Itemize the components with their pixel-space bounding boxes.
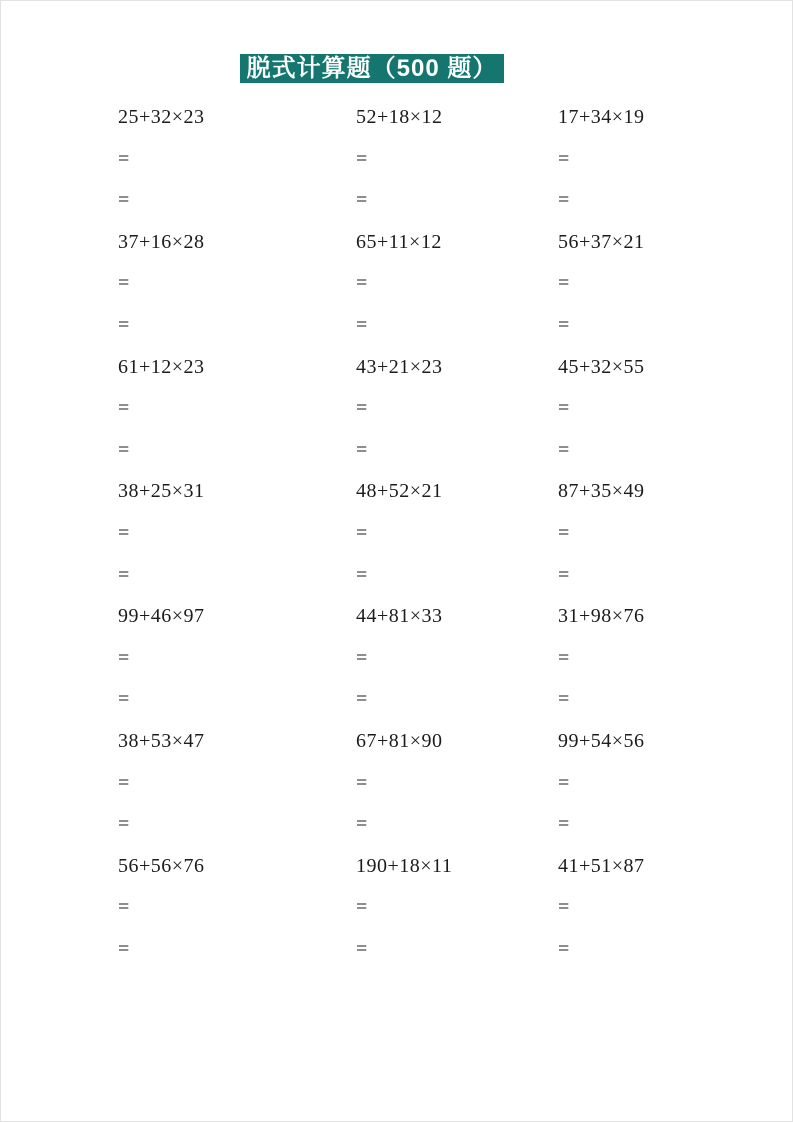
expression-text: 99+54×56 (558, 729, 645, 752)
problem-cell (356, 721, 558, 846)
problem-cell (118, 721, 356, 846)
expression-text: 67+81×90 (356, 729, 443, 752)
equals-line: = (118, 771, 130, 794)
equals-line: = (118, 813, 130, 836)
problem-cell (356, 596, 558, 721)
problems-grid (118, 97, 792, 970)
problem-cell (356, 846, 558, 971)
equals-line: = (558, 646, 570, 669)
problem-cell (356, 97, 558, 222)
problem-cell (558, 846, 792, 971)
title-bar (1, 1, 792, 83)
equals-line: = (558, 896, 570, 919)
equals-line: = (356, 937, 368, 960)
equals-line: = (558, 272, 570, 295)
problem-cell (118, 596, 356, 721)
expression-text: 45+32×55 (558, 355, 645, 378)
problem-row (118, 347, 792, 472)
problem-row (118, 596, 792, 721)
equals-line: = (356, 771, 368, 794)
problem-row (118, 846, 792, 971)
equals-line: = (558, 189, 570, 212)
page-title: 脱式计算题（500 题） (240, 54, 505, 83)
equals-line: = (558, 813, 570, 836)
equals-line: = (356, 272, 368, 295)
problem-cell (356, 471, 558, 596)
expression-text: 31+98×76 (558, 605, 645, 628)
equals-line: = (118, 521, 130, 544)
equals-line: = (118, 563, 130, 586)
expression-text: 25+32×23 (118, 106, 205, 128)
equals-line: = (558, 521, 570, 544)
equals-line: = (356, 896, 368, 919)
problem-row (118, 471, 792, 596)
problem-cell (356, 347, 558, 472)
equals-line: = (558, 397, 570, 420)
equals-line: = (356, 397, 368, 420)
problem-cell (558, 596, 792, 721)
equals-line: = (118, 646, 130, 669)
equals-line: = (356, 189, 368, 212)
equals-line: = (356, 563, 368, 586)
equals-line: = (356, 147, 368, 170)
equals-line: = (356, 646, 368, 669)
problem-cell (118, 846, 356, 971)
problem-cell (558, 471, 792, 596)
expression-text: 56+56×76 (118, 854, 205, 877)
equals-line: = (558, 563, 570, 586)
equals-line: = (118, 896, 130, 919)
expression-text: 37+16×28 (118, 230, 205, 253)
equals-line: = (558, 771, 570, 794)
expression-text: 52+18×12 (356, 106, 443, 128)
expression-text: 61+12×23 (118, 355, 205, 378)
equals-line: = (118, 688, 130, 711)
equals-line: = (118, 272, 130, 295)
equals-line: = (558, 438, 570, 461)
problem-cell (118, 97, 356, 222)
equals-line: = (356, 438, 368, 461)
problem-cell (118, 471, 356, 596)
expression-text: 190+18×11 (356, 854, 453, 877)
expression-text: 48+52×21 (356, 480, 443, 503)
expression-text: 87+35×49 (558, 480, 645, 503)
expression-text: 65+11×12 (356, 230, 442, 253)
equals-line: = (558, 688, 570, 711)
problem-cell (558, 222, 792, 347)
problem-cell (118, 222, 356, 347)
equals-line: = (356, 313, 368, 336)
equals-line: = (356, 813, 368, 836)
expression-text: 17+34×19 (558, 106, 645, 128)
equals-line: = (118, 313, 130, 336)
problem-cell (118, 347, 356, 472)
equals-line: = (558, 313, 570, 336)
equals-line: = (118, 397, 130, 420)
equals-line: = (118, 189, 130, 212)
problem-cell (356, 222, 558, 347)
expression-text: 38+25×31 (118, 480, 205, 503)
equals-line: = (558, 147, 570, 170)
equals-line: = (118, 937, 130, 960)
equals-line: = (118, 438, 130, 461)
expression-text: 56+37×21 (558, 230, 645, 253)
expression-text: 44+81×33 (356, 605, 443, 628)
expression-text: 38+53×47 (118, 729, 205, 752)
expression-text: 43+21×23 (356, 355, 443, 378)
problem-row (118, 721, 792, 846)
problem-cell (558, 97, 792, 222)
equals-line: = (118, 147, 130, 170)
problem-cell (558, 347, 792, 472)
equals-line: = (558, 937, 570, 960)
problem-row (118, 222, 792, 347)
expression-text: 41+51×87 (558, 854, 645, 877)
equals-line: = (356, 521, 368, 544)
expression-text: 99+46×97 (118, 605, 205, 628)
problem-row (118, 97, 792, 222)
equals-line: = (356, 688, 368, 711)
problem-cell (558, 721, 792, 846)
